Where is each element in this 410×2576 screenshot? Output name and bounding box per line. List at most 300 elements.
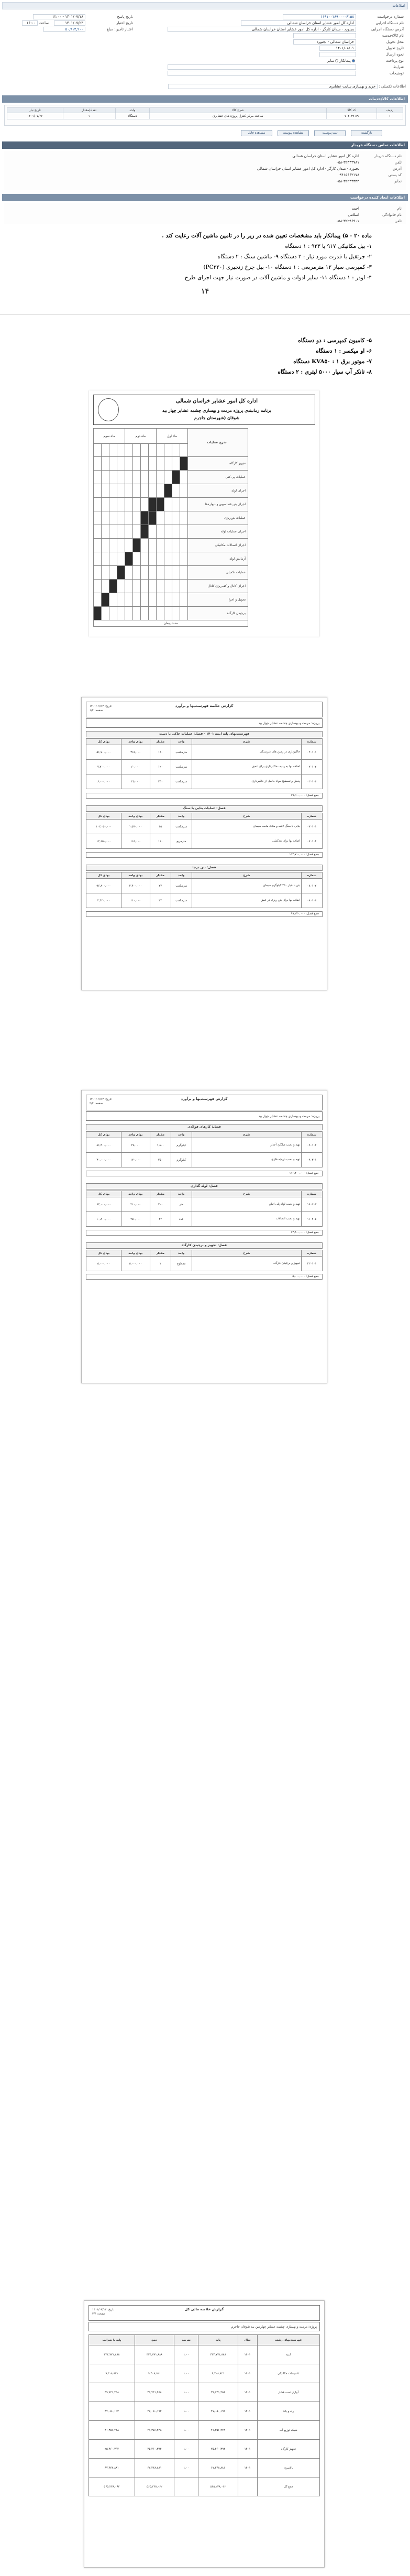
gantt-cell	[125, 471, 133, 484]
gantt-cell	[164, 525, 172, 539]
report-col-header: شماره	[302, 813, 323, 820]
report-section-total: جمع فصل: ۵,۰۰۰,۰۰۰	[86, 1274, 323, 1280]
report-col-header: مقدار	[150, 739, 171, 745]
buyer-address: بجنورد - میدان کارگر - اداره کل امور عشایر استان خراسان شمالی	[257, 167, 359, 171]
items-col-header: تاریخ نیاز	[7, 108, 63, 113]
gantt-activity-label: اجرای عملیات لوله	[188, 525, 248, 539]
portal-header: اطلاعات	[2, 2, 408, 9]
gantt-cell	[141, 552, 149, 566]
table-cell: اضافه بها برای بندکشی	[192, 834, 301, 849]
report-table	[86, 872, 323, 908]
gantt-cell	[149, 484, 157, 498]
report-section-header: فصل: لوله گذاری	[86, 1183, 323, 1189]
table-cell: ۱.۰۰	[174, 2402, 198, 2421]
shipping-field[interactable]	[319, 52, 356, 57]
gantt-period-header: ماه سوم	[94, 429, 125, 444]
table-cell: ۶۰,۰۰۰	[121, 760, 150, 774]
table-cell: ۱	[150, 1257, 171, 1271]
table-cell: ۶۷,۴۴۸,۸۸۱	[198, 2459, 238, 2477]
gantt-cell	[109, 566, 117, 580]
gantt-cell	[125, 457, 133, 471]
spec-line: ۵- کامیون کمپرسی : دو دستگاه	[298, 337, 372, 344]
gantt-cell	[172, 484, 180, 498]
gantt-row	[94, 593, 248, 607]
add-attachment-button[interactable]: ثبت پیوست	[314, 130, 346, 136]
report-col-header: مقدار	[150, 1132, 171, 1138]
table-cell: ۱.۰۰	[174, 2383, 198, 2402]
report-table	[86, 738, 323, 789]
table-row	[86, 745, 323, 760]
table-cell: ۴۱,۳۵۶,۴۲۸	[198, 2421, 238, 2440]
table-cell: ۰۸۰۱۰۶	[302, 893, 323, 908]
gantt-cell	[157, 552, 164, 566]
gantt-bar	[133, 539, 141, 552]
report-header	[86, 1095, 323, 1110]
table-cell: تاسیسات مکانیکی	[257, 2364, 319, 2383]
report-col-header: بهای واحد	[121, 1132, 150, 1138]
gantt-cell	[157, 525, 164, 539]
gantt-row	[94, 539, 248, 552]
gantt-row	[94, 607, 248, 620]
table-cell: مترمربع	[171, 834, 192, 849]
gantt-cell	[109, 471, 117, 484]
table-cell: خاکبرداری در زمین های غیرسنگی	[192, 745, 301, 760]
gantt-bar	[164, 484, 172, 498]
table-cell: ۹,۴۰۸,۸۲۱	[89, 2364, 135, 2383]
field-label: تاریخ تحویل	[386, 46, 404, 50]
table-cell: ۳۳۴,۷۷۱,۸۸۸	[135, 2345, 174, 2364]
description-field[interactable]	[168, 71, 356, 76]
table-cell: ۱۴۰۱	[238, 2364, 257, 2383]
table-cell: ۱.۰۰	[174, 2345, 198, 2364]
table-cell: بتن با عیار ۲۵۰ کیلوگرم سیمان	[192, 879, 301, 893]
requester-info-box: نام احمد نام خانوادگی اسلامی تلفن ۰۵۸-۳۲۲۹۶۹۰۱	[4, 203, 406, 224]
gantt-bar	[94, 607, 102, 620]
field-label: شرایط	[393, 65, 404, 69]
table-cell: ۱۸۰	[150, 745, 171, 760]
gantt-cell	[125, 593, 133, 607]
table-row	[89, 2383, 320, 2402]
table-row	[89, 2402, 320, 2421]
view-file-button[interactable]: مشاهده فایل	[241, 130, 272, 136]
table-cell: آبیاری تحت فشار	[257, 2383, 319, 2402]
table-cell: ۳۳۴,۷۷۱,۸۸۸	[198, 2345, 238, 2364]
table-cell: مترمکعب	[171, 879, 192, 893]
gantt-cell	[180, 607, 188, 620]
table-cell: ۰۲۰۱۰۲	[302, 760, 323, 774]
spec-line: ۱- بیل مکانیکی ۹۱۷ یا ۹۲۳ : ۱ دستگاه	[285, 243, 372, 249]
gantt-cell	[180, 593, 188, 607]
gantt-table	[93, 428, 248, 627]
table-cell: متر	[171, 1197, 192, 1212]
items-col-header: تعداد/مقدار	[63, 108, 115, 113]
table-row	[86, 1257, 323, 1271]
gantt-cell	[141, 580, 149, 593]
gantt-cell	[94, 498, 102, 511]
gantt-cell	[149, 539, 157, 552]
gantt-cell	[125, 539, 133, 552]
gantt-row	[94, 525, 248, 539]
table-cell: ۲۵,۴۶۰,۳۹۴	[89, 2440, 135, 2459]
gantt-cell	[102, 484, 109, 498]
gantt-cell	[157, 457, 164, 471]
gantt-activity-label: عملیات تکمیلی	[188, 566, 248, 580]
report-col-header: بهای کل	[86, 1191, 121, 1197]
gantt-bar	[157, 498, 164, 511]
gantt-cell	[141, 471, 149, 484]
requester-section-header: اطلاعات ایجاد کننده درخواست	[2, 194, 408, 201]
gantt-cell	[164, 539, 172, 552]
gantt-cell	[133, 498, 141, 511]
field-label: نحوه ارسال	[385, 52, 404, 57]
summary-col-header: جمع	[135, 2335, 174, 2345]
gantt-row	[94, 511, 248, 525]
field-label: نام کالا/خدمت	[382, 34, 404, 38]
gantt-activity-label: عملیات بتن‌ریزی	[188, 511, 248, 525]
table-cell: ۹۶,۸۰۰,۰۰۰	[86, 879, 121, 893]
gantt-cell	[102, 525, 109, 539]
table-cell: تهیه و نصب دریچه فلزی	[192, 1153, 301, 1167]
payment-radio-2[interactable]: سایر	[327, 59, 340, 63]
table-row	[86, 893, 323, 908]
delivery-place-field: خراسان شمالی - بجنورد	[293, 39, 356, 45]
report-col-header: بهای کل	[86, 739, 121, 745]
table-cell: اضافه بها به ردیف خاکبرداری برای عمق	[192, 760, 301, 774]
agency-address-field: بجنورد - میدان کارگر - اداره کل امور عشایر استان خراسان شمالی	[168, 27, 356, 32]
table-row	[86, 834, 323, 849]
report-col-header: مقدار	[150, 872, 171, 879]
table-cell: تجهیز و برچیدن کارگاه	[192, 1257, 301, 1271]
gantt-cell	[125, 566, 133, 580]
gantt-week-header	[180, 444, 188, 457]
gantt-bar	[141, 511, 149, 525]
gantt-cell	[149, 566, 157, 580]
table-cell: ۱۰,۸۰۰,۰۰۰	[86, 1212, 121, 1227]
table-cell: شبکه توزیع آب	[257, 2421, 319, 2440]
table-cell: پخش و تسطیح مواد حاصل از خاکبرداری	[192, 774, 301, 789]
field-label: تاریخ اعتبار	[116, 21, 133, 25]
gantt-cell	[117, 511, 125, 525]
table-cell: ۱۶۰۲۰۳	[302, 1197, 323, 1212]
gantt-cell	[125, 484, 133, 498]
report-col-header: واحد	[171, 813, 192, 820]
report-col-header: واحد	[171, 872, 192, 879]
gantt-cell	[141, 593, 149, 607]
report-col-header: بهای کل	[86, 813, 121, 820]
table-row	[86, 820, 323, 834]
table-cell: مترمکعب	[171, 745, 192, 760]
table-cell: ۳۱۵,۰۰۰	[121, 745, 150, 760]
table-row	[89, 2421, 320, 2440]
table-cell: ۲۲	[150, 893, 171, 908]
table-cell: ۱۱۵,۰۰۰	[121, 834, 150, 849]
report-col-header: شرح	[192, 813, 301, 820]
gantt-cell	[102, 471, 109, 484]
report-col-header: مقدار	[150, 1191, 171, 1197]
gantt-cell	[164, 471, 172, 484]
table-cell: ۱	[377, 113, 403, 119]
view-attachment-button[interactable]: مشاهده پیوست	[278, 130, 309, 136]
gantt-week-header	[125, 444, 133, 457]
summary-col-header: فهرست‌بهای رشته	[257, 2335, 319, 2345]
table-cell: ساخت مرکز کنترل پروژه های عشایری	[149, 113, 326, 119]
estimate-report-page-1	[81, 697, 327, 990]
report-header	[88, 2305, 320, 2321]
table-cell: اضافه بها برای بتن ریزی در عمق	[192, 893, 301, 908]
gantt-cell	[172, 525, 180, 539]
gantt-week-header	[172, 444, 180, 457]
report-col-header: بهای کل	[86, 1250, 121, 1257]
gantt-activity-label: اجرای بتن فنداسیون و دیواره‌ها	[188, 498, 248, 511]
gantt-cell	[180, 580, 188, 593]
report-table	[86, 1191, 323, 1227]
table-cell: ۸۶,۴۰۰,۰۰۰	[86, 1138, 121, 1153]
schedule-subtitle: شوقان (شهرستان جاجرم	[194, 415, 240, 420]
gantt-chart	[93, 428, 248, 627]
report-col-header: شماره	[302, 1250, 323, 1257]
gantt-cell	[141, 607, 149, 620]
table-row[interactable]	[7, 113, 403, 119]
report-col-header: بهای واحد	[121, 872, 150, 879]
gantt-period-header: ماه دوم	[125, 429, 157, 444]
report-col-header: مقدار	[150, 1250, 171, 1257]
table-cell	[238, 2477, 257, 2496]
page-number: ۱۴	[201, 287, 209, 296]
table-row	[89, 2459, 320, 2477]
field-label: تاریخ پاسخ	[117, 15, 133, 19]
gantt-week-header	[164, 444, 172, 457]
table-cell: عدد	[171, 1212, 192, 1227]
gantt-week-header	[157, 444, 164, 457]
gantt-cell	[157, 539, 164, 552]
table-row	[89, 2345, 320, 2364]
gantt-cell	[102, 539, 109, 552]
table-cell: ابنیه	[257, 2345, 319, 2364]
report-section-total: جمع فصل: ۱۱۶,۴۰۰,۰۰۰	[86, 1171, 323, 1176]
table-cell: ۱۶۰۲۰۵	[302, 1212, 323, 1227]
report-table	[86, 813, 323, 849]
report-section-header: فهرست‌بهای پایه ابنیه ۱۴۰۱ - فصل: عملیات خاکی با دست	[86, 731, 323, 737]
gantt-cell	[109, 484, 117, 498]
table-cell: ۱۴۰۱/۰۷/۲۶	[7, 113, 63, 119]
table-cell	[174, 2477, 198, 2496]
report-header	[86, 702, 323, 717]
field-label: اعتبار تامین: مبلغ	[107, 27, 133, 31]
gantt-cell	[117, 552, 125, 566]
gantt-week-header	[149, 444, 157, 457]
report-title: گزارش خلاصه فهرست‌بها و برآورد	[175, 704, 234, 708]
field-label: نام دستگاه اجرایی	[375, 21, 404, 25]
gantt-cell	[125, 511, 133, 525]
schedule-organization: اداره کل امور عشایر خراسان شمالی	[175, 398, 258, 404]
organization-logo-icon	[98, 398, 119, 421]
item-name-field[interactable]	[293, 33, 356, 38]
gantt-cell	[109, 539, 117, 552]
table-cell: کیلوگرم	[171, 1138, 192, 1153]
report-section-total: جمع فصل: ۶۹,۹۰۰,۰۰۰	[86, 793, 323, 799]
table-cell: ۳۳۴,۷۷۱,۸۸۸	[89, 2345, 135, 2364]
report-col-header: بهای واحد	[121, 739, 150, 745]
spec-heading: ماده ۲۰ - ۵) پیمانکار باید مشخصات تعیین شده در زیر را در تامین ماشین آلات رعایت کند .	[162, 233, 372, 239]
machinery-spec-text	[47, 231, 372, 283]
table-cell: ۹,۴۰۸,۸۲۱	[135, 2364, 174, 2383]
table-cell: ۶,۰۰۰,۰۰۰	[86, 774, 121, 789]
table-cell: ۱۴۰۱	[238, 2383, 257, 2402]
gantt-cell	[149, 580, 157, 593]
gantt-cell	[133, 607, 141, 620]
gantt-cell	[117, 471, 125, 484]
table-cell: ۰۹۰۳۰۱	[302, 1153, 323, 1167]
gantt-cell	[141, 498, 149, 511]
report-col-header: بهای واحد	[121, 1250, 150, 1257]
financial-summary-page	[84, 2300, 325, 2568]
gantt-cell	[117, 580, 125, 593]
credit-amount-field: ۵۰,۹۱۲,۹۰۰	[43, 27, 85, 32]
gantt-cell	[125, 498, 133, 511]
gantt-cell	[94, 593, 102, 607]
report-col-header: شماره	[302, 872, 323, 879]
conditions-field[interactable]	[168, 64, 356, 70]
field-label: آدرس دستگاه اجرایی	[371, 27, 404, 31]
report-col-header: واحد	[171, 1132, 192, 1138]
gantt-cell	[133, 457, 141, 471]
table-cell: ۲۴۰	[150, 774, 171, 789]
gantt-cell	[180, 552, 188, 566]
gantt-cell	[180, 511, 188, 525]
gantt-cell	[172, 580, 180, 593]
gantt-bar	[125, 552, 133, 566]
buyer-section-header: اطلاعات تماس دستگاه خریدار	[2, 141, 408, 149]
table-cell: ۲۴	[150, 1212, 171, 1227]
table-cell: ۴,۴۰۰,۰۰۰	[121, 879, 150, 893]
spec-line: ۴- لودر : ۱ دستگاه ۱۱- سایر ادوات و ماشین آلات در صورت نیاز جهت اجرای طرح	[184, 275, 372, 281]
items-table-box	[4, 105, 406, 126]
payment-radio-1[interactable]: پیمانکار	[339, 59, 356, 63]
gantt-bar	[180, 457, 188, 471]
gantt-cell	[172, 552, 180, 566]
gantt-cell	[157, 471, 164, 484]
gantt-cell	[133, 552, 141, 566]
gantt-cell	[109, 607, 117, 620]
table-row	[89, 2440, 320, 2459]
table-cell: ۷۰۲-۴۹-۸۹	[326, 113, 376, 119]
gantt-cell	[117, 498, 125, 511]
gantt-activity-label: عملیات پی کنی	[188, 471, 248, 484]
table-row	[86, 1153, 323, 1167]
spec-line: ۷- موتور برق KVA۵۰ : ۱ دستگاه	[293, 358, 372, 365]
gantt-activity-header: شرح عملیات	[188, 429, 248, 457]
table-cell: ۱۲۰	[150, 760, 171, 774]
gantt-cell	[117, 593, 125, 607]
gantt-cell	[133, 566, 141, 580]
gantt-cell	[172, 498, 180, 511]
gantt-cell	[102, 580, 109, 593]
gantt-cell	[94, 525, 102, 539]
gantt-cell	[109, 593, 117, 607]
table-cell: ۰۲۰۱۰۱	[302, 745, 323, 760]
request-number-field: ۱۱۹۱۰۰۱۸۹۰۰۰۰۶۱۵۸	[283, 14, 356, 19]
table-row	[89, 2364, 320, 2383]
delivery-date-field: ۱۴۰۱/۰۸/۰۱	[319, 46, 356, 51]
report-section-header: فصل: تجهیز و برچیدن کارگاه	[86, 1242, 323, 1249]
field-label: شماره درخواست	[377, 15, 404, 19]
table-cell: جمع کل	[257, 2477, 319, 2496]
table-cell: مترمکعب	[171, 774, 192, 789]
report-section-header: فصل: عملیات بنایی با سنگ	[86, 805, 323, 812]
requester-first-name: احمد	[352, 206, 359, 211]
gantt-cell	[164, 457, 172, 471]
gantt-cell	[180, 471, 188, 484]
table-cell: مترمکعب	[171, 760, 192, 774]
table-cell: ۱۱۰	[150, 834, 171, 849]
report-project: پروژه: مرمت و بهسازی چشمه عشایر چهار بید	[86, 1111, 323, 1121]
spec-line: ۶- او میکسر : ۱ دستگاه	[316, 348, 372, 354]
table-row	[86, 1212, 323, 1227]
gantt-cell	[102, 552, 109, 566]
table-cell: ۷,۲۰۰,۰۰۰	[86, 760, 121, 774]
report-section-header: فصل: بتن درجا	[86, 865, 323, 871]
gantt-cell	[172, 593, 180, 607]
gantt-bar	[109, 580, 117, 593]
table-cell: ۱,۸۰۰	[150, 1138, 171, 1153]
gantt-row	[94, 566, 248, 580]
gantt-cell	[102, 498, 109, 511]
validity-time-field: ۱۶:۰۰	[22, 20, 38, 26]
table-cell: ۵,۰۰۰,۰۰۰	[86, 1257, 121, 1271]
gantt-cell	[125, 580, 133, 593]
report-col-header: شماره	[302, 739, 323, 745]
report-meta: تاریخ: ۱۴۰۱/۰۷/۱۲ صفحه: ۱/۴	[90, 705, 112, 712]
gantt-cell	[180, 525, 188, 539]
table-cell: ۶۷,۴۴۸,۸۸۱	[89, 2459, 135, 2477]
gantt-cell	[109, 525, 117, 539]
table-cell: مقطوع	[171, 1257, 192, 1271]
gantt-cell	[180, 498, 188, 511]
gantt-footer: مدت پیمان	[94, 620, 248, 627]
field-label: توضیحات	[390, 71, 404, 75]
buyer-postal-code: ۹۴۱۵۶۶۳۱۷۸	[339, 173, 359, 177]
table-cell: ۴۱,۳۵۶,۴۲۸	[135, 2421, 174, 2440]
field-label: نوع پرداخت	[385, 59, 404, 63]
table-cell: بالاسری	[257, 2459, 319, 2477]
spec-line: ۲- جرثقیل با قدرت مورد نیاز : ۲ دستگاه ۹- ماشین سنگ : ۲ دستگاه	[217, 254, 372, 260]
back-button[interactable]: بازگشت	[351, 130, 382, 136]
table-row	[86, 774, 323, 789]
gantt-cell	[109, 552, 117, 566]
table-cell: ۳۹,۷۴۱,۴۵۸	[198, 2383, 238, 2402]
gantt-week-header	[133, 444, 141, 457]
gantt-cell	[109, 457, 117, 471]
table-cell: ۲۱۰,۰۰۰	[121, 1197, 150, 1212]
gantt-cell	[141, 539, 149, 552]
gantt-cell	[117, 525, 125, 539]
gantt-activity-label: اجرای اتصالات مکانیکی	[188, 539, 248, 552]
gantt-cell	[102, 566, 109, 580]
report-title: گزارش فهرست‌بها و برآورد	[181, 1097, 228, 1101]
table-cell: ۲۵۰	[150, 1153, 171, 1167]
gantt-week-header	[141, 444, 149, 457]
table-cell: ۴۷,۰۵۰,۱۹۲	[135, 2402, 174, 2421]
report-section-total: جمع فصل: ۱۱۴,۷۰۰,۰۰۰	[86, 852, 323, 858]
report-section-total: جمع فصل: ۷۳,۸۰۰,۰۰۰	[86, 1230, 323, 1236]
table-row	[89, 2477, 320, 2496]
table-cell: ۲۵,۴۶۰,۳۹۴	[135, 2440, 174, 2459]
report-col-header: شماره	[302, 1191, 323, 1197]
table-cell: مترمکعب	[171, 820, 192, 834]
gantt-cell	[164, 552, 172, 566]
table-cell: دستگاه	[115, 113, 149, 119]
report-meta: تاریخ: ۱۴۰۱/۰۷/۱۲ صفحه: ۲/۴	[90, 1098, 112, 1105]
